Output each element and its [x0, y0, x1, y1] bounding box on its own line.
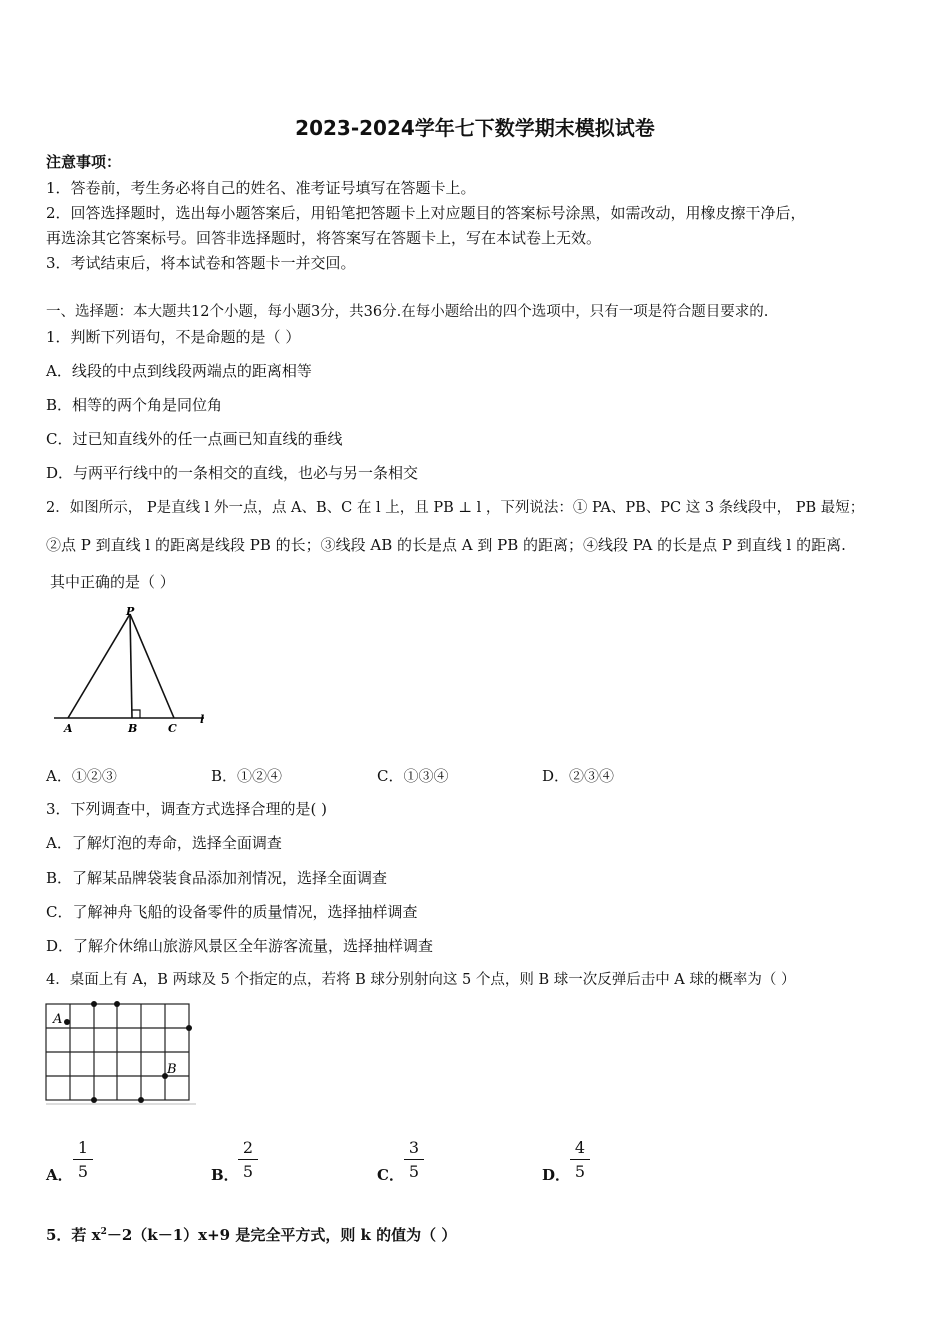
notice-item: 2．回答选择题时，选出每小题答案后，用铅笔把答题卡上对应题目的答案标号涂黑，如需改动，用橡皮擦干净后， [46, 204, 806, 222]
fraction-numerator: 3 [404, 1138, 424, 1160]
question-2-line-1: 2．如图所示， P是直线 l 外一点，点 A、B、C 在 l 上，且 PB ⊥ l ，下列说法：① PA、PB、PC 这 3 条线段中， PB 最短； [46, 500, 865, 516]
fraction-numerator: 4 [570, 1138, 590, 1160]
question-5-prefix: 5．若 x [46, 1226, 101, 1244]
question-3-stem: 3．下列调查中，调查方式选择合理的是( ) [46, 800, 328, 818]
question-4-option-d-fraction [570, 1138, 590, 1181]
target-point [114, 1001, 120, 1007]
question-2-option-d: D．②③④ [542, 767, 615, 785]
question-5-suffix: －2（k－1）x+9 是完全平方式，则 k 的值为（ ） [106, 1226, 457, 1244]
notice-heading: 注意事项： [46, 153, 122, 171]
question-4-option-a-label: A． [46, 1166, 73, 1184]
target-point [91, 1097, 97, 1103]
question-2-option-b: B．①②④ [211, 767, 283, 785]
fraction-denominator: 5 [77, 1162, 89, 1181]
segment-pa [68, 614, 130, 718]
question-1-option-b: B．相等的两个角是同位角 [46, 396, 223, 414]
fraction-numerator: 1 [73, 1138, 93, 1160]
fraction-denominator: 5 [574, 1162, 586, 1181]
target-point [138, 1097, 144, 1103]
label-a: A [64, 722, 73, 735]
ball-a [64, 1019, 70, 1025]
question-4-option-a-fraction [73, 1138, 93, 1181]
segment-pc [130, 614, 174, 718]
question-2-line-2: ②点 P 到直线 l 的距离是线段 PB 的长；③线段 AB 的长是点 A 到 PB 的距离；④线段 PA 的长是点 P 到直线 l 的距离. [46, 536, 846, 554]
question-1-option-a: A．线段的中点到线段两端点的距离相等 [46, 362, 312, 380]
section-intro: 一、选择题：本大题共12个小题，每小题3分，共36分.在每小题给出的四个选项中，只有一项是符合题目要求的. [46, 304, 769, 320]
question-2-figure [48, 604, 218, 739]
question-4-option-b-label: B． [211, 1166, 239, 1184]
question-2-option-c: C．①③④ [377, 767, 449, 785]
segment-pb [130, 614, 132, 718]
question-4-grid-figure [44, 998, 200, 1110]
question-4-stem: 4．桌面上有 A，B 两球及 5 个指定的点，若将 B 球分别射向这 5 个点，则 B 球一次反弹后击中 A 球的概率为（ ） [46, 972, 796, 988]
question-1-option-d: D．与两平行线中的一条相交的直线，也必与另一条相交 [46, 464, 419, 482]
notice-item: 1．答卷前，考生务必将自己的姓名、准考证号填写在答题卡上。 [46, 179, 476, 197]
question-4-option-c-fraction [404, 1138, 424, 1181]
notice-item: 3．考试结束后，将本试卷和答题卡一并交回。 [46, 254, 356, 272]
question-4-option-b-fraction [238, 1138, 258, 1181]
question-3-option-b: B．了解某品牌袋装食品添加剂情况，选择全面调查 [46, 869, 388, 887]
question-5-stem [46, 1222, 456, 1245]
notice-item: 再选涂其它答案标号。回答非选择题时，将答案写在答题卡上，写在本试卷上无效。 [46, 229, 602, 247]
question-3-option-d: D．了解介休绵山旅游风景区全年游客流量，选择抽样调查 [46, 937, 434, 955]
question-1-option-c: C．过已知直线外的任一点画已知直线的垂线 [46, 430, 343, 448]
label-p: P [126, 605, 135, 618]
question-2-line-3: 其中正确的是（ ） [50, 573, 175, 591]
question-3-option-c: C．了解神舟飞船的设备零件的质量情况，选择抽样调查 [46, 903, 418, 921]
question-2-option-a: A．①②③ [46, 767, 117, 785]
label-c: C [168, 722, 177, 735]
label-b: B [128, 722, 138, 735]
right-angle-mark [132, 710, 140, 718]
label-ball-b: B [167, 1062, 177, 1077]
page-title: 2023-2024学年七下数学期末模拟试卷 [295, 116, 655, 140]
fraction-numerator: 2 [238, 1138, 258, 1160]
question-4-option-d-label: D． [542, 1166, 571, 1184]
target-point [186, 1025, 192, 1031]
question-5-exponent: 2 [100, 1227, 107, 1237]
label-l: l [200, 713, 205, 726]
fraction-denominator: 5 [242, 1162, 254, 1181]
question-4-option-c-label: C． [377, 1166, 404, 1184]
label-ball-a: A [53, 1012, 63, 1027]
target-point [91, 1001, 97, 1007]
question-3-option-a: A．了解灯泡的寿命，选择全面调查 [46, 834, 282, 852]
question-1-stem: 1．判断下列语句，不是命题的是（ ） [46, 328, 301, 346]
fraction-denominator: 5 [408, 1162, 420, 1181]
